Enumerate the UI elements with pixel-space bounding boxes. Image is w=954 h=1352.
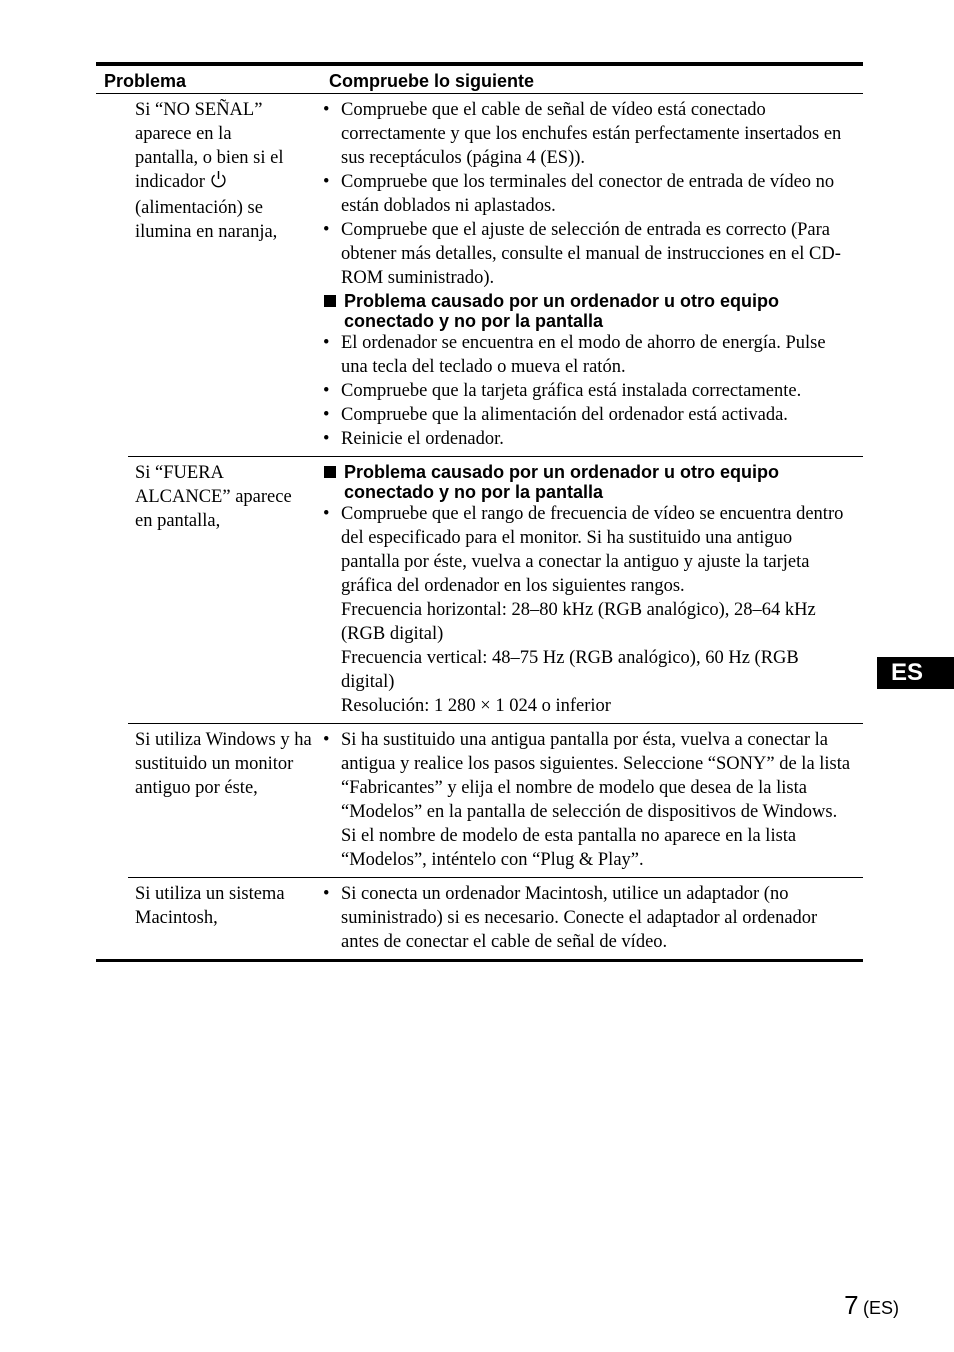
subheading xyxy=(322,291,853,331)
list-item: • El ordenador se encuentra en el modo de ahorro de energía. Pulse una tecla del teclado o mueva el ratón. xyxy=(322,331,853,379)
table-row xyxy=(96,457,863,724)
check-list xyxy=(322,882,853,954)
frequency-horizontal: Frecuencia horizontal: 28–80 kHz (RGB analógico), 28–64 kHz (RGB digital) xyxy=(341,600,816,644)
list-item: • Compruebe que los terminales del conector de entrada de vídeo no están doblados ni aplastados. xyxy=(322,170,853,218)
list-item: • Compruebe que el rango de frecuencia de vídeo se encuentra dentro del especificado para el monitor. Si ha sustituido una antiguo pantalla por éste, vuelva a conectar la antiguo y ajuste la tarjeta gráfica del ordenador en los siguientes rangos. xyxy=(322,502,853,598)
problem-cell: Si utiliza Windows y ha sustituido un monitor antiguo por éste, xyxy=(128,724,321,878)
square-bullet-icon xyxy=(324,466,336,478)
list-item: • Compruebe que el cable de señal de vídeo está conectado correctamente y que los enchufes están perfectamente insertados en sus receptáculos (página 4 (ES)). xyxy=(322,98,853,170)
subheading-text: Problema causado por un ordenador u otro equipo conectado y no por la pantalla xyxy=(344,291,780,331)
language-tab: ES xyxy=(877,657,954,689)
header-problem: Problema xyxy=(96,64,321,94)
page-number-suffix: (ES) xyxy=(863,1298,899,1318)
check-list xyxy=(322,728,853,872)
page-number-value: 7 xyxy=(844,1290,859,1320)
problem-cell xyxy=(128,94,321,457)
problem-text-line: Si “NO SEÑAL” xyxy=(135,100,263,120)
resolution: Resolución: 1 280 × 1 024 o inferior xyxy=(341,696,611,716)
problem-text-line: indicador xyxy=(135,172,205,192)
subheading xyxy=(322,462,853,502)
list-item: • Compruebe que la alimentación del ordenador está activada. xyxy=(322,403,853,427)
list-item: • Compruebe que la tarjeta gráfica está instalada correctamente. xyxy=(322,379,853,403)
check-cell xyxy=(321,724,863,878)
table-row xyxy=(96,724,863,878)
power-icon xyxy=(210,170,227,196)
troubleshooting-table xyxy=(96,62,863,962)
square-bullet-icon xyxy=(324,295,336,307)
header-check: Compruebe lo siguiente xyxy=(321,64,863,94)
check-cell xyxy=(321,878,863,961)
check-list xyxy=(322,331,853,451)
frequency-vertical: Frecuencia vertical: 48–75 Hz (RGB analógico), 60 Hz (RGB digital) xyxy=(341,648,799,692)
page-number xyxy=(844,1290,899,1321)
check-cell xyxy=(321,94,863,457)
table-header-row xyxy=(96,64,863,94)
check-list xyxy=(322,98,853,290)
table-row xyxy=(96,94,863,457)
check-cell xyxy=(321,457,863,724)
problem-text-line: aparece en la xyxy=(135,124,232,144)
problem-text-line: pantalla, o bien si el xyxy=(135,148,284,168)
list-item: • Compruebe que el ajuste de selección de entrada es correcto (Para obtener más detalles, consulte el manual de instrucciones en el CD-ROM suministrado). xyxy=(322,218,853,290)
list-item: • Reinicie el ordenador. xyxy=(322,427,853,451)
table-row xyxy=(96,878,863,961)
problem-cell: Si utiliza un sistema Macintosh, xyxy=(128,878,321,961)
check-list xyxy=(322,502,853,598)
list-item: • Si conecta un ordenador Macintosh, utilice un adaptador (no suministrado) si es necesario. Conecte el adaptador al ordenador antes de conectar el cable de señal de vídeo. xyxy=(322,882,853,954)
problem-text-line: (alimentación) se ilumina en naranja, xyxy=(135,198,278,242)
subheading-text: Problema causado por un ordenador u otro equipo conectado y no por la pantalla xyxy=(344,462,780,502)
problem-cell: Si “FUERA ALCANCE” aparece en pantalla, xyxy=(128,457,321,724)
list-item: • Si ha sustituido una antigua pantalla por ésta, vuelva a conectar la antigua y realice los pasos siguientes. Seleccione “SONY” de la lista “Fabricantes” y elija el nombre de modelo que desea de la lista “Modelos” en la pantalla de selección de dispositivos de Windows. Si el nombre de modelo de esta pantalla no aparece en la lista “Modelos”, inténtelo con “Plug & Play”. xyxy=(322,728,853,872)
